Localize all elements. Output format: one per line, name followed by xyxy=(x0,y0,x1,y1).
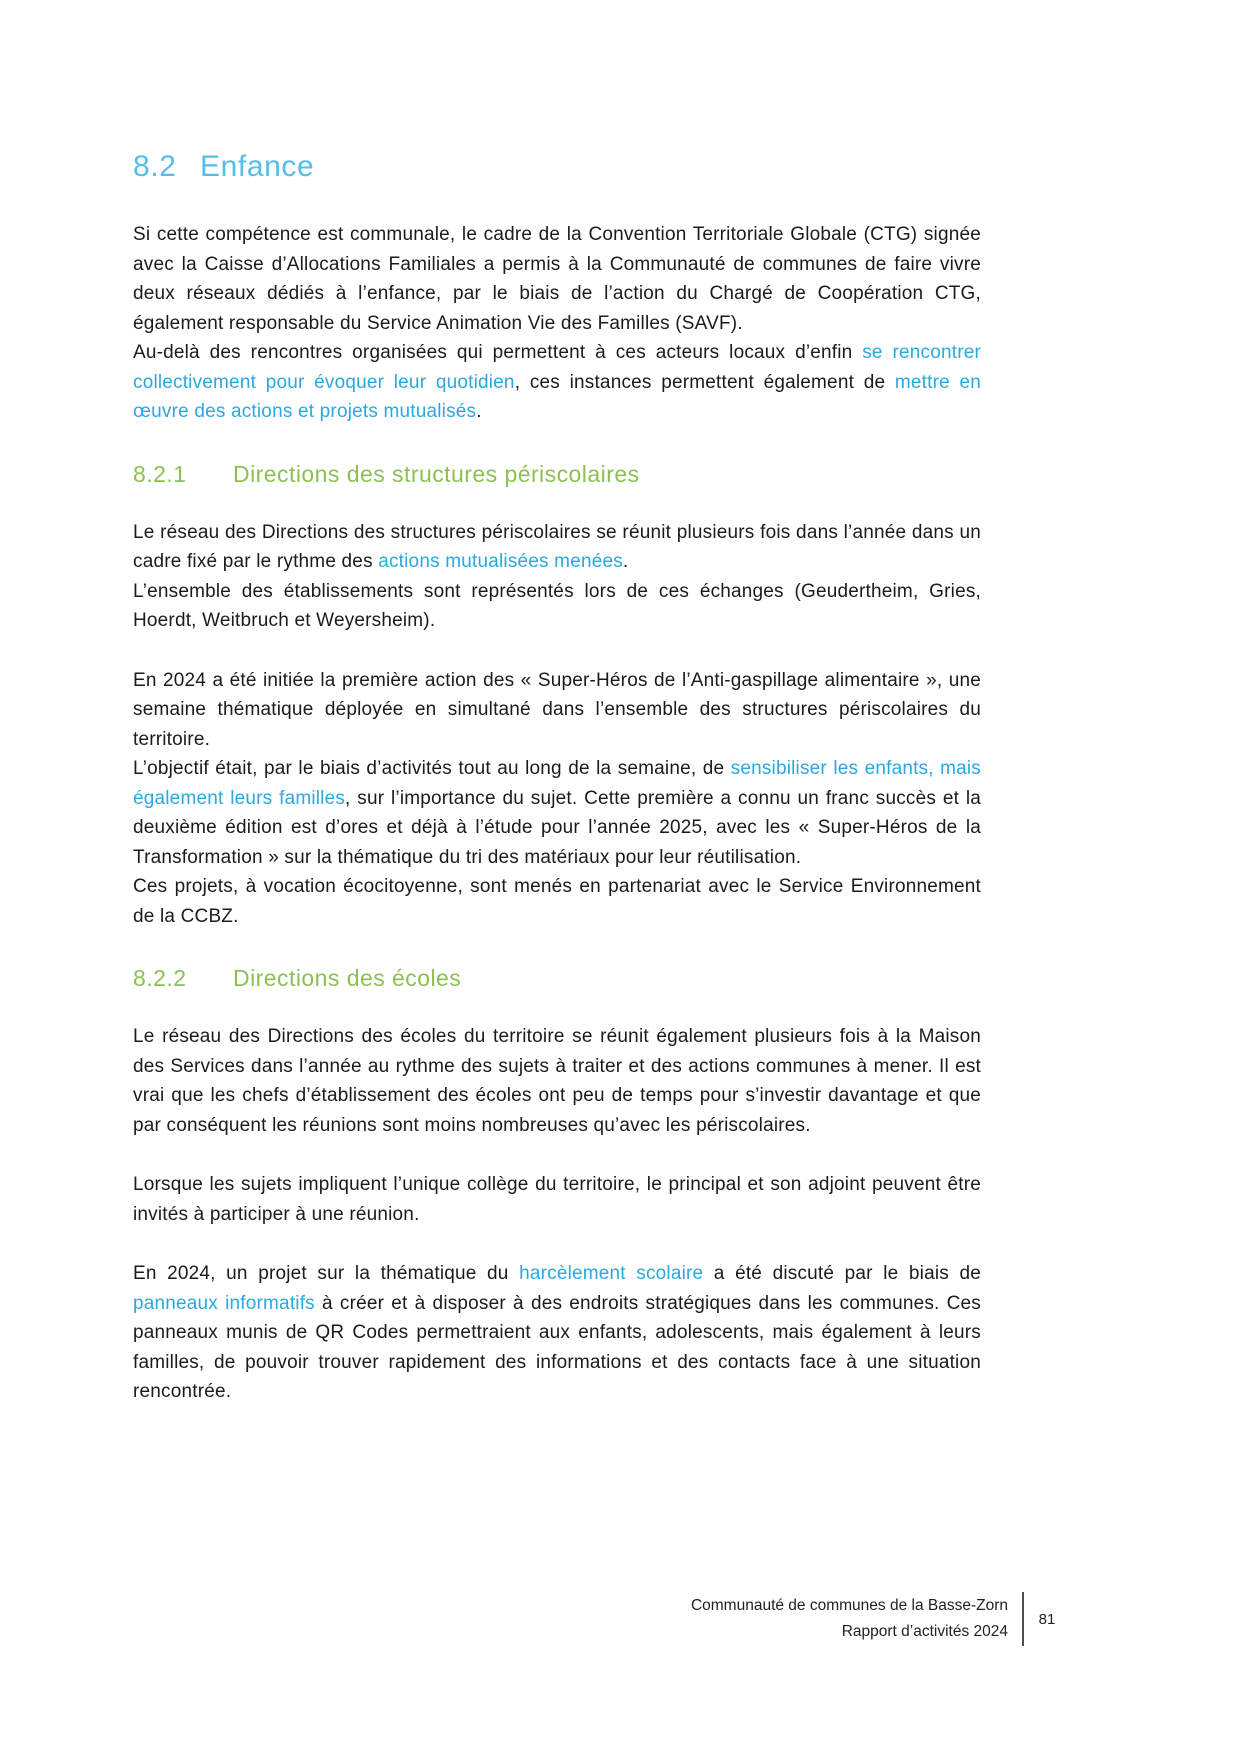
page-content xyxy=(133,150,981,1407)
paragraph xyxy=(133,754,981,872)
subsection-number: 8.2.2 xyxy=(133,965,187,991)
paragraph xyxy=(133,577,981,636)
text-run: a été discuté par le biais de xyxy=(703,1263,981,1284)
text-run-blue: se rencontrer collectivement pour évoquer leur quotidien xyxy=(133,342,981,393)
footer-report-title: Rapport d’activités 2024 xyxy=(841,1623,1008,1640)
text-run: , ces instances permettent également de xyxy=(514,371,895,393)
text-run: L’objectif était, par le biais d’activités tout au long de la semaine, de xyxy=(133,758,731,779)
subsection-title: Directions des écoles xyxy=(233,965,462,991)
section-title: Enfance xyxy=(200,150,315,183)
text-run: En 2024 a été initiée la première action des « Super-Héros de l’Anti-gaspillage alimentaire », une semaine thématique déployée en simultané dans l’ensemble des structures périscolaires du territoire. xyxy=(133,669,981,750)
text-run: Ces projets, à vocation écocitoyenne, sont menés en partenariat avec le Service Environnement de la CCBZ. xyxy=(133,876,981,927)
text-run-blue: actions mutualisées menées xyxy=(378,551,623,572)
text-run-blue: mettre en œuvre des actions et projets mutualisés xyxy=(133,371,982,422)
text-run: En 2024, un projet sur la thématique du xyxy=(133,1263,520,1284)
footer-org-name: Communauté de communes de la Basse-Zorn xyxy=(690,1597,1008,1614)
paragraph-spacer xyxy=(133,1140,981,1170)
section-number: 8.2 xyxy=(133,150,177,183)
text-run-blue: sensibiliser les enfants, mais également leurs familles xyxy=(133,758,981,809)
text-run: Lorsque les sujets impliquent l’unique collège du territoire, le principal et son adjoint peuvent être invités à participer à une réunion. xyxy=(133,1174,981,1225)
paragraph-spacer xyxy=(133,636,981,666)
text-run: . xyxy=(622,551,629,572)
paragraph xyxy=(133,1170,981,1229)
subsection-title: Directions des structures périscolaires xyxy=(233,460,640,487)
text-run: L’ensemble des établissements sont représentés lors de ces échanges (Geudertheim, Gries, Hoerdt, Weitbruch et Weyersheim). xyxy=(133,580,981,631)
text-run: Le réseau des Directions des structures périscolaires se réunit plusieurs fois dans l’année dans un cadre fixé par le rythme des xyxy=(133,521,981,572)
text-run: . xyxy=(476,401,482,422)
text-run: , sur l’importance du sujet. Cette première a connu un franc succès et la deuxième édition est d’ores et déjà à l’étude pour l’année 2025, avec les « Super-Héros de la Transformation » sur la thématique du tri des matériaux pour leur réutilisation. xyxy=(133,787,981,868)
text-run-blue: panneaux informatifs xyxy=(133,1292,315,1314)
section-heading-8-2 xyxy=(133,150,981,184)
page-number: 81 xyxy=(1038,1610,1056,1628)
text-run: à créer et à disposer à des endroits stratégiques dans les communes. Ces panneaux munis de QR Codes permettraient aux enfants, adolescents, mais également à leurs familles, de pouvoir trouver rapidement des informations et des contacts face à une situation rencontrée. xyxy=(133,1292,981,1402)
text-run: Si cette compétence est communale, le cadre de la Convention Territoriale Globale (CTG) signée avec la Caisse d’Allocations Familiales a permis à la Communauté de communes de faire vivre deux réseaux dédiés à l’enfance, par le biais de l’action du Chargé de Coopération CTG, également responsable du Service Animation Vie des Familles (SAVF). xyxy=(133,224,981,334)
text-run: Le réseau des Directions des écoles du territoire se réunit également plusieurs fois à la Maison des Services dans l’année au rythme des sujets à traiter et des actions communes à mener. Il est vrai que les chefs d’établissement des écoles ont peu de temps pour s’investir davantage et que par conséquent les réunions sont moins nombreuses qu’avec les périscolaires. xyxy=(133,1026,981,1136)
text-run-blue: harcèlement scolaire xyxy=(519,1263,704,1284)
subsection-heading-8-2-2 xyxy=(133,965,981,992)
subsection-number: 8.2.1 xyxy=(133,460,187,487)
paragraph-spacer xyxy=(133,1229,981,1259)
paragraph xyxy=(133,666,981,755)
subsection-heading-8-2-1 xyxy=(133,461,981,488)
paragraph xyxy=(133,518,981,577)
intro-paragraph-1 xyxy=(133,220,981,338)
paragraph xyxy=(133,1022,981,1140)
text-run: Au-delà des rencontres organisées qui permettent à ces acteurs locaux d’enfin xyxy=(133,342,863,363)
paragraph xyxy=(133,872,981,931)
page-footer xyxy=(691,1592,1070,1646)
intro-paragraph-2 xyxy=(133,338,981,427)
footer-text xyxy=(691,1593,1008,1645)
paragraph xyxy=(133,1259,981,1407)
